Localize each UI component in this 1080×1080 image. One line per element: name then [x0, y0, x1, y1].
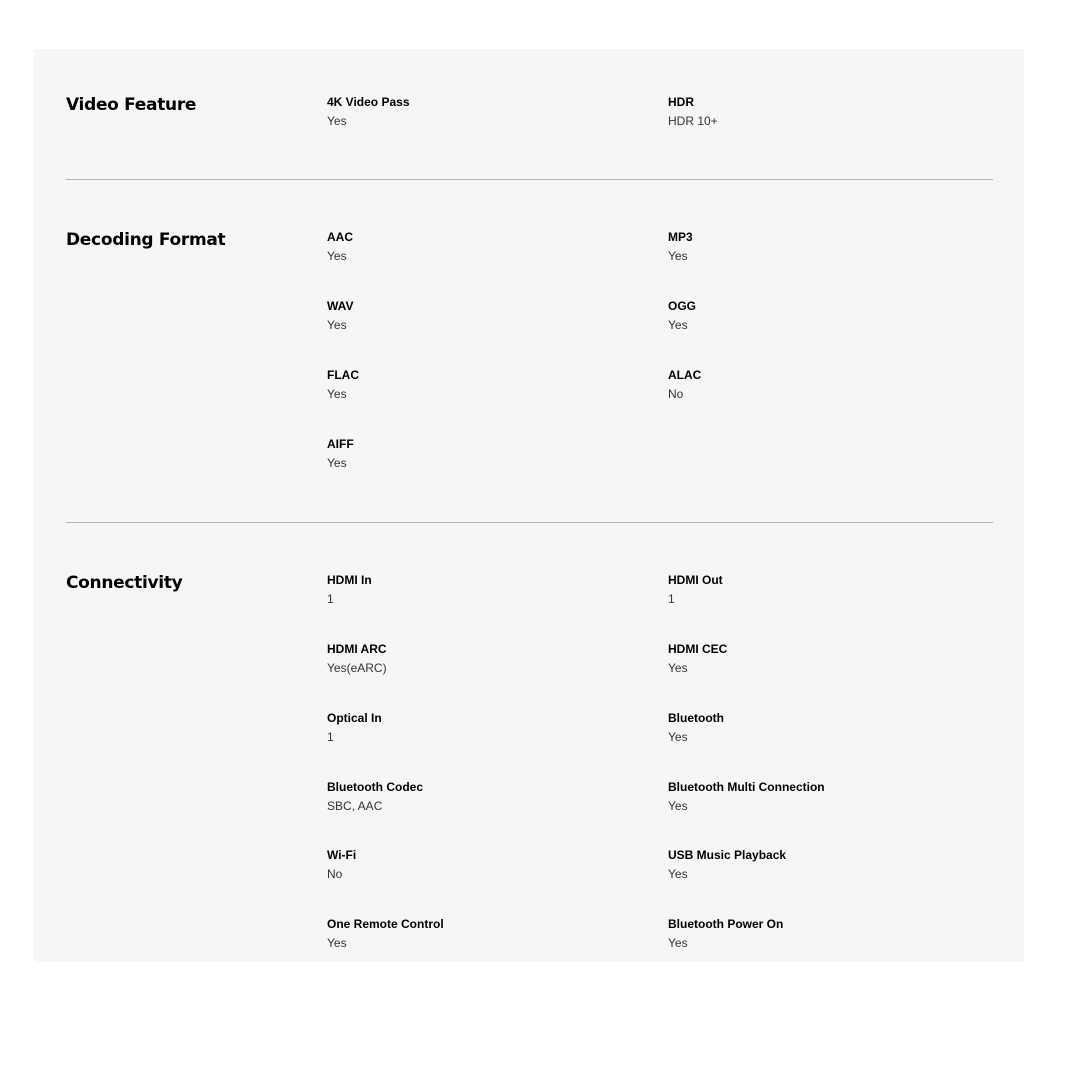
spec-label: Optical In [327, 711, 382, 725]
spec-item [327, 571, 372, 609]
spec-value: Yes [327, 249, 347, 263]
spec-value: Yes [668, 661, 688, 675]
spec-value: Yes [327, 318, 347, 332]
specs-panel [34, 49, 1024, 962]
spec-item [327, 915, 444, 953]
spec-value: No [668, 387, 684, 401]
spec-label: HDR [668, 95, 694, 109]
section-title-connectivity: Connectivity [66, 573, 183, 593]
spec-label: AAC [327, 230, 353, 244]
spec-value: No [327, 867, 343, 881]
spec-item [668, 228, 693, 266]
spec-item [668, 709, 724, 747]
spec-item [327, 435, 354, 473]
spec-item [668, 915, 783, 953]
spec-item [668, 571, 723, 609]
spec-value: SBC, AAC [327, 799, 383, 813]
spec-value: 1 [327, 730, 334, 744]
spec-label: AIFF [327, 437, 354, 451]
spec-item [668, 778, 825, 816]
spec-item [327, 93, 410, 131]
spec-item [668, 640, 727, 678]
section-divider [66, 522, 993, 523]
spec-value: Yes(eARC) [327, 661, 387, 675]
spec-item [327, 640, 387, 678]
spec-value: Yes [668, 249, 688, 263]
spec-label: Bluetooth Codec [327, 780, 423, 794]
spec-label: 4K Video Pass [327, 95, 410, 109]
spec-item [327, 778, 423, 816]
spec-value: 1 [327, 592, 334, 606]
section-divider [66, 179, 993, 180]
spec-item [668, 297, 696, 335]
spec-label: ALAC [668, 368, 702, 382]
spec-value: Yes [327, 387, 347, 401]
spec-label: HDMI In [327, 573, 372, 587]
spec-label: HDMI ARC [327, 642, 387, 656]
section-title-video-feature: Video Feature [66, 95, 197, 115]
spec-item [327, 297, 353, 335]
spec-value: Yes [668, 936, 688, 950]
spec-value: Yes [327, 114, 347, 128]
spec-label: MP3 [668, 230, 693, 244]
spec-item [668, 93, 718, 131]
spec-value: Yes [327, 456, 347, 470]
spec-label: Wi-Fi [327, 848, 357, 862]
spec-item [327, 228, 353, 266]
spec-label: Bluetooth Multi Connection [668, 780, 825, 794]
spec-label: WAV [327, 299, 354, 313]
spec-label: USB Music Playback [668, 848, 787, 862]
spec-value: Yes [668, 799, 688, 813]
spec-item [327, 846, 356, 884]
spec-label: FLAC [327, 368, 359, 382]
spec-value: Yes [668, 318, 688, 332]
spec-value: Yes [668, 730, 688, 744]
spec-value: HDR 10+ [668, 114, 718, 128]
spec-value: 1 [668, 592, 675, 606]
spec-value: Yes [327, 936, 347, 950]
spec-label: Bluetooth [668, 711, 724, 725]
spec-value: Yes [668, 867, 688, 881]
spec-item [327, 366, 359, 404]
spec-label: HDMI CEC [668, 642, 728, 656]
section-title-decoding-format: Decoding Format [66, 230, 226, 250]
spec-label: HDMI Out [668, 573, 723, 587]
spec-item [668, 846, 786, 884]
spec-item [668, 366, 701, 404]
spec-item [327, 709, 382, 747]
spec-label: Bluetooth Power On [668, 917, 784, 931]
spec-label: One Remote Control [327, 917, 444, 931]
spec-label: OGG [668, 299, 697, 313]
